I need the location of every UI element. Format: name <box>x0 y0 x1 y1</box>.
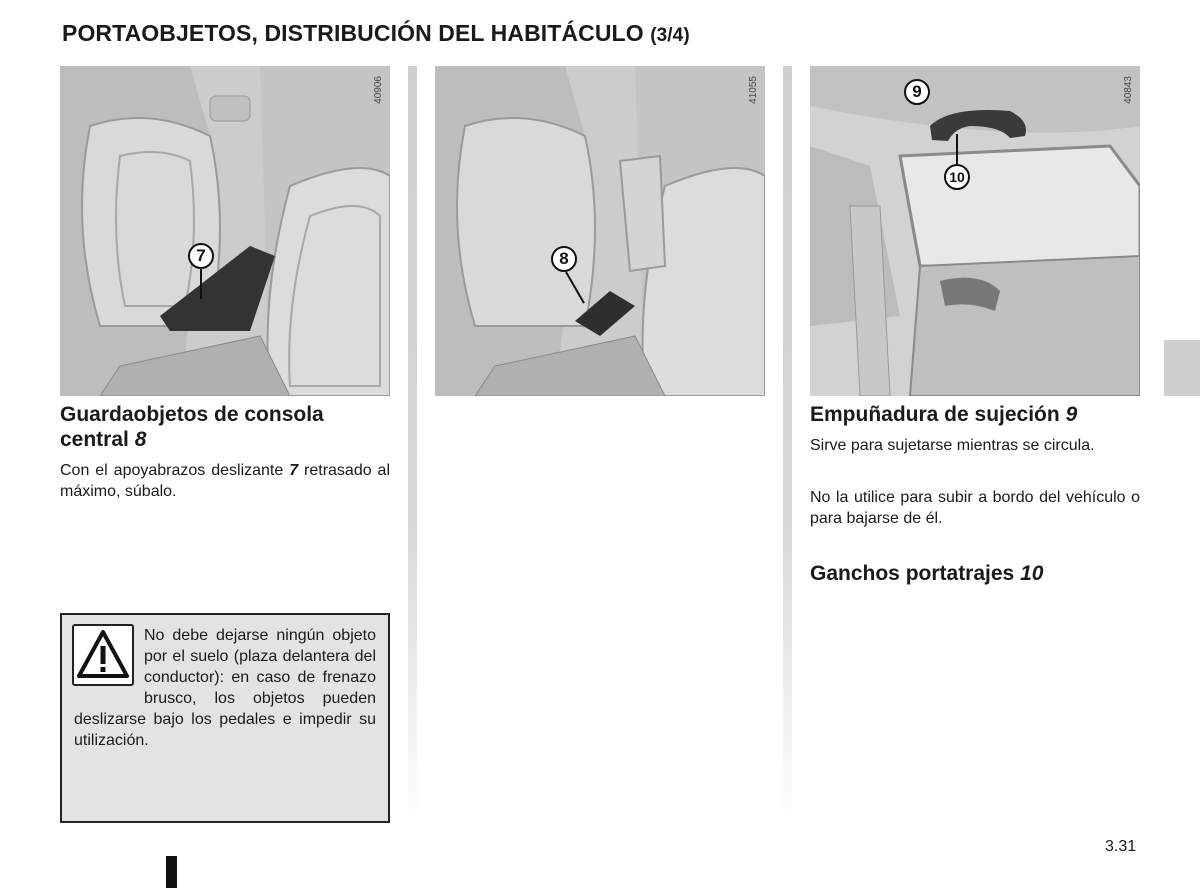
photo-reference-number: 41055 <box>748 76 759 104</box>
callout-7: 7 <box>188 243 214 269</box>
callout-8: 8 <box>551 246 577 272</box>
armrest-illustration <box>60 66 390 396</box>
callout-10: 10 <box>944 164 970 190</box>
page-title <box>62 20 690 47</box>
warning-box <box>60 613 390 823</box>
photo-grab-handle <box>810 66 1140 396</box>
column-divider <box>408 66 417 826</box>
photo-reference-number: 40843 <box>1123 76 1134 104</box>
console-storage-heading: Guardaobjetos de consola central 8 <box>60 403 324 451</box>
page-title-text: PORTAOBJETOS, DISTRIBUCIÓN DEL HABITÁCULO <box>62 20 644 46</box>
crop-mark <box>166 856 177 888</box>
grab-handle-usage: Sirve para sujetarse mientras se circula. <box>810 437 1095 454</box>
page-number: 3.31 <box>1105 838 1137 855</box>
grab-handle-caution: No la utilice para subir a bordo del vehículo o para bajarse de él. <box>810 489 1140 527</box>
grab-handle-illustration <box>810 66 1140 396</box>
callout-9: 9 <box>904 79 930 105</box>
coat-hooks-heading: Ganchos portatrajes 10 <box>810 562 1044 585</box>
console-storage-instructions: Con el apoyabrazos deslizante 7 retrasado al máximo, súbalo. <box>60 462 390 500</box>
column-divider <box>783 66 792 826</box>
photo-reference-number: 40906 <box>373 76 384 104</box>
photo-console-storage <box>435 66 765 396</box>
heading-reference: 8 <box>134 428 147 451</box>
chapter-tab <box>1164 340 1200 396</box>
callout-leader <box>200 269 202 299</box>
grab-handle-heading: Empuñadura de sujeción 9 <box>810 403 1078 426</box>
heading-reference: 9 <box>1065 403 1078 426</box>
warning-text: No debe dejarse ningún objeto por el suelo (plaza delantera del conductor): en caso de frenazo brusco, los objetos pueden deslizarse bajo los pedales e impedir su utilización. <box>74 627 376 749</box>
heading-reference: 10 <box>1020 562 1044 585</box>
callout-leader <box>956 134 958 164</box>
page-title-part: (3/4) <box>650 25 690 46</box>
console-storage-illustration <box>435 66 765 396</box>
photo-armrest <box>60 66 390 396</box>
